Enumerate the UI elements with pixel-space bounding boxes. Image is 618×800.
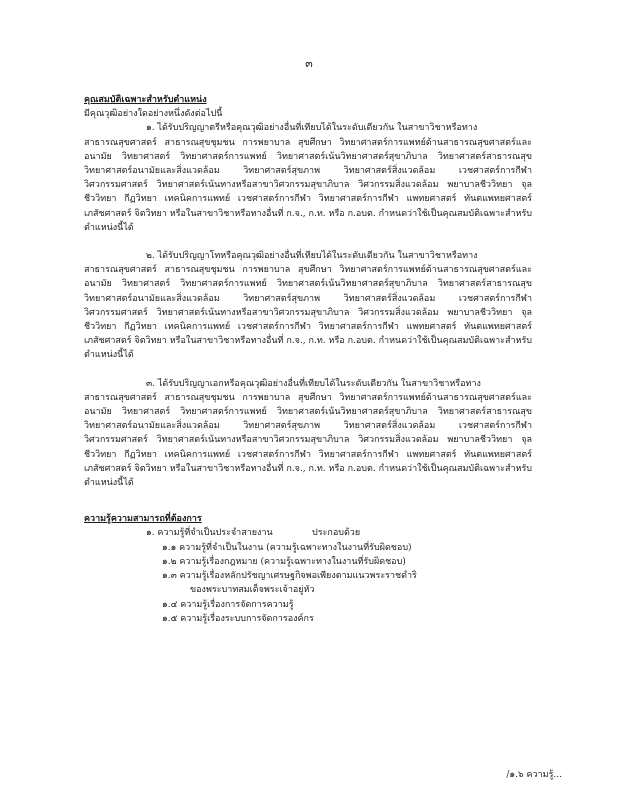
- qualification-item-2-body: สาธารณสุขศาสตร์ สาธารณสุขชุมชน การพยาบาล สุขศึกษา วิทยาศาสตร์การแพทย์ด้านสาธารณสุขศาสตร์และอนามัย วิทยาศาสตร์ วิทยาศาสตร์การแพทย์ วิทยาศาสตร์เน้นวิทยาศาสตร์สุขาภิบาล วิทยาศาสตร์สาธารณสุข วิทยาศาสตร์อนามัยและสิ่งแวดล้อม วิทยาศาสตร์สุขภาพ วิทยาศาสตร์สิ่งแวดล้อม เวชศาสตร์การกีฬา วิศวกรรมศาสตร์ วิทยาศาสตร์เน้นทางหรือสาขาวิศวกรรมสุขาภิบาล วิศวกรรมสิ่งแวดล้อม พยาบาลชีววิทยา จุลชีววิทยา กีฏวิทยา เทคนิคการแพทย์ เวชศาสตร์การกีฬา วิทยาศาสตร์การกีฬา แพทยศาสตร์ ทันตแพทยศาสตร์ เภสัชศาสตร์ จิตวิทยา หรือในสาขาวิชาหรือทางอื่นที่ ก.จ., ก.ท. หรือ ก.อบต. กำหนดว่าใช้เป็นคุณสมบัติเฉพาะสำหรับตำแหน่งนี้ได้: [84, 265, 532, 361]
- abilities-list: [84, 526, 532, 625]
- ability-sub-item-3: ๑.๓ ความรู้เรื่องหลักปรัชญาเศรษฐกิจพอเพียงตามแนวพระราชดำริ: [162, 571, 417, 582]
- ability-main-item: [84, 526, 532, 540]
- qualification-item-3-body: สาธารณสุขศาสตร์ สาธารณสุขชุมชน การพยาบาล สุขศึกษา วิทยาศาสตร์การแพทย์ด้านสาธารณสุขศาสตร์และอนามัย วิทยาศาสตร์ วิทยาศาสตร์การแพทย์ วิทยาศาสตร์เน้นวิทยาศาสตร์สุขาภิบาล วิทยาศาสตร์สาธารณสุข วิทยาศาสตร์อนามัยและสิ่งแวดล้อม วิทยาศาสตร์สุขภาพ วิทยาศาสตร์สิ่งแวดล้อม เวชศาสตร์การกีฬา วิศวกรรมศาสตร์ วิทยาศาสตร์เน้นทางหรือสาขาวิศวกรรมสุขาภิบาล วิศวกรรมสิ่งแวดล้อม พยาบาลชีววิทยา จุลชีววิทยา กีฏวิทยา เทคนิคการแพทย์ เวชศาสตร์การกีฬา วิทยาศาสตร์การกีฬา แพทยศาสตร์ ทันตแพทยศาสตร์ เภสัชศาสตร์ จิตวิทยา หรือในสาขาวิชาหรือทางอื่นที่ ก.จ., ก.ท. หรือ ก.อบต. กำหนดว่าใช้เป็นคุณสมบัติเฉพาะสำหรับตำแหน่งนี้ได้: [84, 392, 532, 489]
- ability-sub-item-3-continuation: ของพระบาทสมเด็จพระเจ้าอยู่หัว: [190, 585, 315, 596]
- page-continuation: /๑.๖ ความรู้...: [506, 770, 562, 780]
- spacer: [84, 490, 532, 512]
- qualification-item-2-first-line: ๒. ได้รับปริญญาโทหรือคุณวุฒิอย่างอื่นที่เทียบได้ในระดับเดียวกัน ในสาขาวิชาหรือทาง: [146, 251, 478, 262]
- qualification-item-3: [84, 377, 532, 491]
- document-body: [84, 93, 532, 626]
- page-number: ๓: [305, 57, 313, 70]
- qualification-item-1-first-line: ๑. ได้รับปริญญาตรีหรือคุณวุฒิอย่างอื่นที่เทียบได้ในระดับเดียวกัน ในสาขาวิชาหรือทาง: [146, 123, 478, 134]
- ability-main-label: ๑. ความรู้ที่จำเป็นประจำสายงาน: [146, 528, 273, 539]
- spacer: [84, 363, 532, 377]
- ability-sub-item-5: ๑.๕ ความรู้เรื่องระบบการจัดการองค์กร: [162, 613, 314, 624]
- qualifications-subheading: มีคุณวุฒิอย่างใดอย่างหนึ่งดังต่อไปนี้: [84, 109, 223, 120]
- spacer: [84, 235, 532, 249]
- qualifications-heading: คุณสมบัติเฉพาะสำหรับตำแหน่ง: [84, 95, 207, 105]
- ability-sub-item-1: ๑.๑ ความรู้ที่จำเป็นในงาน (ความรู้เฉพาะทางในงานที่รับผิดชอบ): [162, 542, 412, 553]
- qualification-item-3-first-line: ๓. ได้รับปริญญาเอกหรือคุณวุฒิอย่างอื่นที่เทียบได้ในระดับเดียวกัน ในสาขาวิชาหรือทาง: [146, 378, 481, 389]
- qualification-item-2: [84, 249, 532, 363]
- ability-main-suffix: ประกอบด้วย: [312, 528, 361, 539]
- qualification-item-1-body: สาธารณสุขศาสตร์ สาธารณสุขชุมชน การพยาบาล สุขศึกษา วิทยาศาสตร์การแพทย์ด้านสาธารณสุขศาสตร์และอนามัย วิทยาศาสตร์ วิทยาศาสตร์การแพทย์ วิทยาศาสตร์เน้นวิทยาศาสตร์สุขาภิบาล วิทยาศาสตร์สาธารณสุข วิทยาศาสตร์อนามัยและสิ่งแวดล้อม วิทยาศาสตร์สุขภาพ วิทยาศาสตร์สิ่งแวดล้อม เวชศาสตร์การกีฬา วิศวกรรมศาสตร์ วิทยาศาสตร์เน้นทางหรือสาขาวิศวกรรมสุขาภิบาล วิศวกรรมสิ่งแวดล้อม พยาบาลชีววิทยา จุลชีววิทยา กีฏวิทยา เทคนิคการแพทย์ เวชศาสตร์การกีฬา วิทยาศาสตร์การกีฬา แพทยศาสตร์ ทันตแพทยศาสตร์ เภสัชศาสตร์ จิตวิทยา หรือในสาขาวิชาหรือทางอื่นที่ ก.จ., ก.ท. หรือ ก.อบต. กำหนดว่าใช้เป็นคุณสมบัติเฉพาะสำหรับตำแหน่งนี้ได้: [84, 137, 532, 233]
- qualification-item-1: [84, 121, 532, 235]
- abilities-heading: ความรู้ความสามารถที่ต้องการ: [84, 514, 202, 525]
- ability-sub-item-2: ๑.๒ ความรู้เรื่องกฎหมาย (ความรู้เฉพาะทางในงานที่รับผิดชอบ): [162, 556, 406, 567]
- ability-sub-item-4: ๑.๔ ความรู้เรื่องการจัดการความรู้: [162, 599, 294, 610]
